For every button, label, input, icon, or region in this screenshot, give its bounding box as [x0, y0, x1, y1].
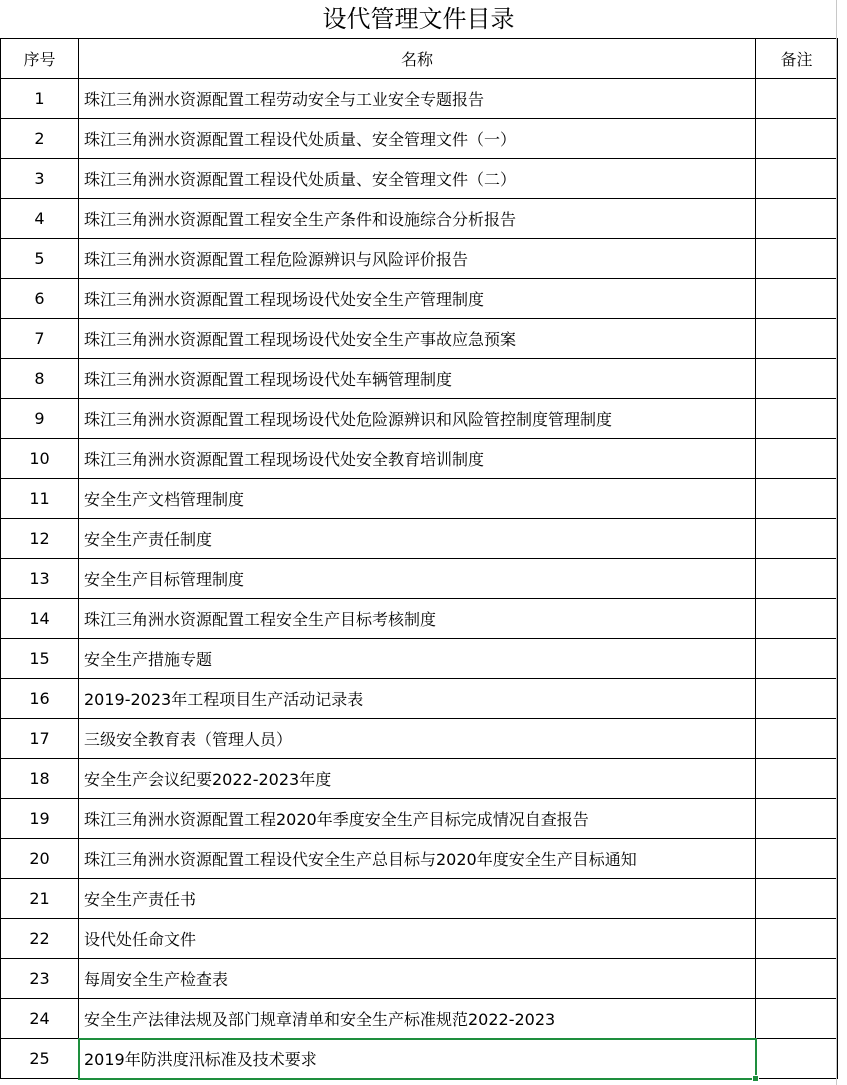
table-row [1, 519, 838, 559]
document-name-cell[interactable]: 珠江三角洲水资源配置工程安全生产目标考核制度 [79, 599, 756, 639]
document-name-cell[interactable]: 珠江三角洲水资源配置工程安全生产条件和设施综合分析报告 [79, 199, 756, 239]
document-name-cell[interactable]: 安全生产责任制度 [79, 519, 756, 559]
row-number-cell[interactable]: 13 [1, 559, 79, 599]
document-name-cell[interactable]: 珠江三角洲水资源配置工程2020年季度安全生产目标完成情况自查报告 [79, 799, 756, 839]
table-row [1, 559, 838, 599]
row-number-cell[interactable]: 11 [1, 479, 79, 519]
table-row [1, 999, 838, 1039]
remark-cell[interactable] [756, 839, 838, 879]
remark-cell[interactable] [756, 519, 838, 559]
table-row [1, 399, 838, 439]
remark-cell[interactable] [756, 799, 838, 839]
remark-cell[interactable] [756, 759, 838, 799]
row-number-cell[interactable]: 9 [1, 399, 79, 439]
document-name-cell[interactable]: 珠江三角洲水资源配置工程现场设代处安全生产管理制度 [79, 279, 756, 319]
document-name-cell[interactable]: 珠江三角洲水资源配置工程设代处质量、安全管理文件（二） [79, 159, 756, 199]
document-name-cell[interactable]: 珠江三角洲水资源配置工程现场设代处危险源辨识和风险管控制度管理制度 [79, 399, 756, 439]
remark-cell[interactable] [756, 439, 838, 479]
table-row [1, 719, 838, 759]
table-row [1, 599, 838, 639]
document-name-cell[interactable]: 安全生产措施专题 [79, 639, 756, 679]
document-name-cell[interactable]: 珠江三角洲水资源配置工程现场设代处安全教育培训制度 [79, 439, 756, 479]
table-row [1, 279, 838, 319]
document-name-cell[interactable]: 设代处任命文件 [79, 919, 756, 959]
table-row [1, 919, 838, 959]
table-row [1, 879, 838, 919]
remark-cell[interactable] [756, 999, 838, 1039]
document-name-cell[interactable]: 珠江三角洲水资源配置工程劳动安全与工业安全专题报告 [79, 79, 756, 119]
table-row [1, 1039, 838, 1079]
remark-cell[interactable] [756, 719, 838, 759]
remark-cell[interactable] [756, 319, 838, 359]
remark-cell[interactable] [756, 1039, 838, 1079]
document-name-cell[interactable]: 珠江三角洲水资源配置工程现场设代处车辆管理制度 [79, 359, 756, 399]
table-row [1, 319, 838, 359]
remark-cell[interactable] [756, 959, 838, 999]
remark-cell[interactable] [756, 599, 838, 639]
remark-cell[interactable] [756, 79, 838, 119]
row-number-cell[interactable]: 20 [1, 839, 79, 879]
document-name-cell[interactable]: 2019-2023年工程项目生产活动记录表 [79, 679, 756, 719]
remark-cell[interactable] [756, 119, 838, 159]
table-row [1, 799, 838, 839]
document-name-cell[interactable]: 安全生产会议纪要2022-2023年度 [79, 759, 756, 799]
row-number-cell[interactable]: 8 [1, 359, 79, 399]
row-number-cell[interactable]: 22 [1, 919, 79, 959]
row-number-cell[interactable]: 10 [1, 439, 79, 479]
document-name-cell[interactable]: 珠江三角洲水资源配置工程危险源辨识与风险评价报告 [79, 239, 756, 279]
row-number-cell[interactable]: 14 [1, 599, 79, 639]
row-number-cell[interactable]: 7 [1, 319, 79, 359]
document-name-cell[interactable]: 每周安全生产检查表 [79, 959, 756, 999]
remark-cell[interactable] [756, 279, 838, 319]
table-row [1, 239, 838, 279]
row-number-cell[interactable]: 15 [1, 639, 79, 679]
remark-cell[interactable] [756, 359, 838, 399]
row-number-cell[interactable]: 16 [1, 679, 79, 719]
row-number-cell[interactable]: 5 [1, 239, 79, 279]
document-title: 设代管理文件目录 [322, 5, 515, 33]
table-row [1, 119, 838, 159]
table-row [1, 639, 838, 679]
document-name-cell[interactable]: 珠江三角洲水资源配置工程设代安全生产总目标与2020年度安全生产目标通知 [79, 839, 756, 879]
table-body [1, 79, 838, 1079]
sheet-boundary-line [836, 0, 837, 1085]
table-row [1, 199, 838, 239]
row-number-cell[interactable]: 19 [1, 799, 79, 839]
table-row [1, 479, 838, 519]
table-row [1, 759, 838, 799]
row-number-cell[interactable]: 12 [1, 519, 79, 559]
fill-handle[interactable] [752, 1075, 759, 1082]
document-name-cell[interactable]: 2019年防洪度汛标准及技术要求 [79, 1039, 756, 1079]
header-cell-name[interactable]: 名称 [79, 39, 756, 79]
document-name-cell[interactable]: 安全生产责任书 [79, 879, 756, 919]
remark-cell[interactable] [756, 399, 838, 439]
row-number-cell[interactable]: 17 [1, 719, 79, 759]
row-number-cell[interactable]: 25 [1, 1039, 79, 1079]
row-number-cell[interactable]: 2 [1, 119, 79, 159]
row-number-cell[interactable]: 3 [1, 159, 79, 199]
document-name-cell[interactable]: 安全生产目标管理制度 [79, 559, 756, 599]
remark-cell[interactable] [756, 479, 838, 519]
remark-cell[interactable] [756, 679, 838, 719]
table-row [1, 959, 838, 999]
document-name-cell[interactable]: 安全生产文档管理制度 [79, 479, 756, 519]
remark-cell[interactable] [756, 879, 838, 919]
header-row [1, 39, 838, 79]
table-row [1, 839, 838, 879]
row-number-cell[interactable]: 1 [1, 79, 79, 119]
table-row [1, 79, 838, 119]
row-number-cell[interactable]: 4 [1, 199, 79, 239]
row-number-cell[interactable]: 23 [1, 959, 79, 999]
row-number-cell[interactable]: 6 [1, 279, 79, 319]
row-number-cell[interactable]: 18 [1, 759, 79, 799]
table-row [1, 359, 838, 399]
remark-cell[interactable] [756, 239, 838, 279]
row-number-cell[interactable]: 24 [1, 999, 79, 1039]
file-catalog-table [0, 38, 838, 1079]
document-name-cell[interactable]: 三级安全教育表（管理人员） [79, 719, 756, 759]
remark-cell[interactable] [756, 199, 838, 239]
header-cell-number[interactable]: 序号 [1, 39, 79, 79]
remark-cell[interactable] [756, 919, 838, 959]
document-name-cell[interactable]: 珠江三角洲水资源配置工程设代处质量、安全管理文件（一） [79, 119, 756, 159]
table-row [1, 679, 838, 719]
table-row [1, 439, 838, 479]
remark-cell[interactable] [756, 559, 838, 599]
table-row [1, 159, 838, 199]
document-name-cell[interactable]: 安全生产法律法规及部门规章清单和安全生产标准规范2022-2023 [79, 999, 756, 1039]
document-name-cell[interactable]: 珠江三角洲水资源配置工程现场设代处安全生产事故应急预案 [79, 319, 756, 359]
header-cell-note[interactable]: 备注 [756, 39, 838, 79]
remark-cell[interactable] [756, 159, 838, 199]
row-number-cell[interactable]: 21 [1, 879, 79, 919]
remark-cell[interactable] [756, 639, 838, 679]
